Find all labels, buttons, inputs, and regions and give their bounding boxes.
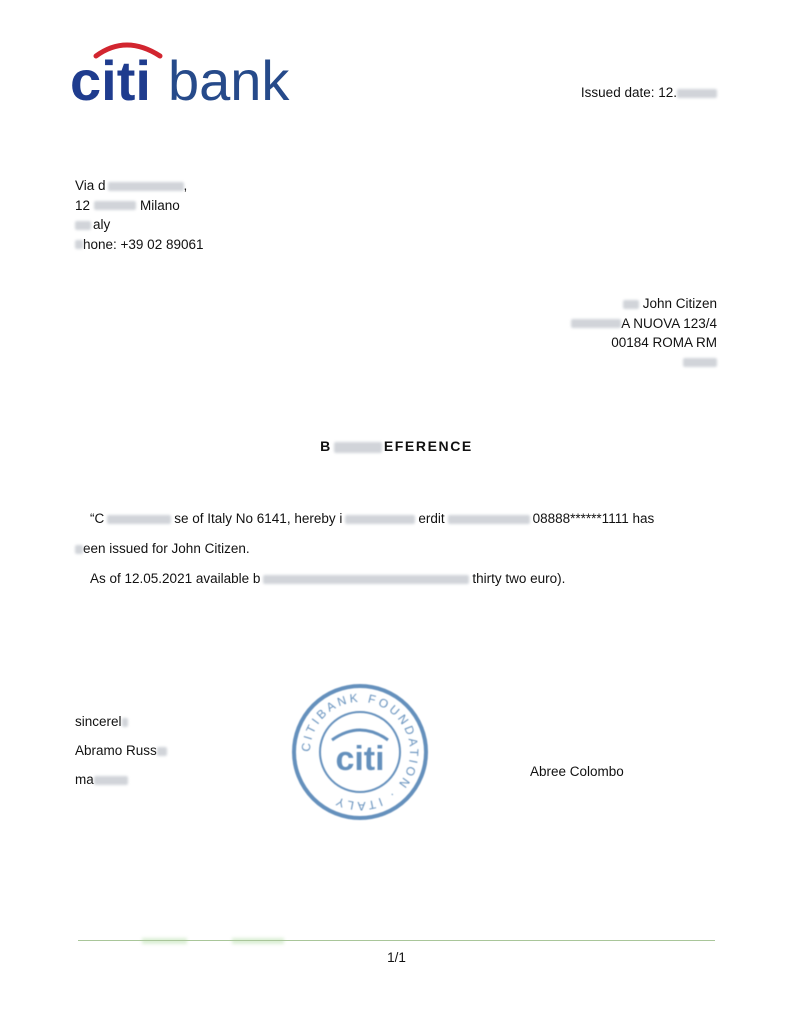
sender-street	[75, 176, 204, 196]
footer-redaction	[142, 938, 187, 944]
reference-body	[75, 504, 717, 594]
redacted-text	[263, 575, 469, 584]
stamp-ring-text: CITIBANK FOUNDATION · ITALY	[298, 690, 422, 814]
signer1-title-text: ma	[75, 772, 94, 787]
recipient-street	[571, 314, 717, 334]
sender-city	[75, 196, 204, 216]
citibank-logo	[70, 40, 300, 110]
signer2-name: Abree Colombo	[530, 764, 624, 779]
sender-country	[75, 215, 204, 235]
page-number: 1/1	[387, 950, 406, 965]
body-paragraph-1	[75, 504, 717, 534]
sender-street-text: Via d	[75, 178, 106, 193]
sender-street-end: ,	[183, 178, 188, 193]
issued-date	[581, 85, 717, 100]
stamp-citi-text: citi	[335, 740, 385, 778]
body-text: se of Italy No 6141, hereby i	[174, 511, 343, 526]
closing	[75, 707, 167, 736]
recipient-address	[571, 294, 717, 372]
redacted-text	[94, 201, 136, 210]
title-end: EFERENCE	[383, 438, 473, 454]
footer-redaction	[232, 938, 284, 944]
footer-divider	[78, 940, 715, 941]
body-text: As of 12.05.2021 available b	[90, 571, 261, 586]
body-paragraph-2	[75, 564, 717, 594]
logo-citi-text: citi	[70, 49, 151, 110]
document-title	[0, 438, 793, 454]
citi-stamp	[290, 682, 430, 822]
redacted-text	[94, 776, 128, 785]
redacted-text	[623, 300, 639, 309]
redacted-text	[683, 358, 717, 367]
body-text: een issued for John Citizen.	[83, 541, 250, 556]
body-paragraph-1-cont	[75, 534, 717, 564]
redacted-text	[122, 718, 128, 727]
stamp-arc	[332, 730, 388, 740]
recipient-country	[571, 353, 717, 373]
redacted-text	[107, 515, 171, 524]
redacted-text	[108, 182, 184, 191]
sender-phone-text: hone: +39 02 89061	[83, 236, 204, 252]
body-text: thirty two euro).	[472, 571, 566, 586]
redacted-text	[157, 747, 167, 756]
recipient-street-text: A NUOVA 123/4	[621, 315, 717, 331]
sender-city-name: Milano	[140, 197, 180, 213]
signer1-name	[75, 736, 167, 765]
logo-bank-text: bank	[168, 49, 290, 110]
title-start: B	[320, 438, 332, 454]
body-text: 08888******1111 has	[532, 511, 655, 526]
recipient-name	[571, 294, 717, 314]
recipient-name-text: John Citizen	[642, 296, 717, 311]
redacted-text	[75, 240, 83, 249]
sender-address	[75, 176, 204, 254]
redacted-text	[334, 442, 382, 453]
redacted-text	[345, 515, 415, 524]
recipient-city: 00184 ROMA RM	[611, 335, 717, 350]
closing-text: sincerel	[75, 714, 122, 729]
sender-phone	[75, 235, 204, 255]
redacted-text	[75, 545, 83, 554]
issued-date-label: Issued date: 12.	[580, 85, 677, 100]
sender-postcode: 12	[75, 197, 91, 213]
redacted-text	[448, 515, 530, 524]
body-text: erdit	[418, 511, 445, 526]
signoff-block	[75, 707, 167, 794]
signer1-name-text: Abramo Russ	[75, 743, 157, 758]
body-text: “C	[90, 511, 105, 526]
redacted-text	[571, 319, 621, 328]
signer1-title	[75, 765, 167, 794]
sender-country-text: aly	[93, 217, 111, 232]
redacted-date	[677, 89, 717, 98]
redacted-text	[75, 221, 91, 230]
